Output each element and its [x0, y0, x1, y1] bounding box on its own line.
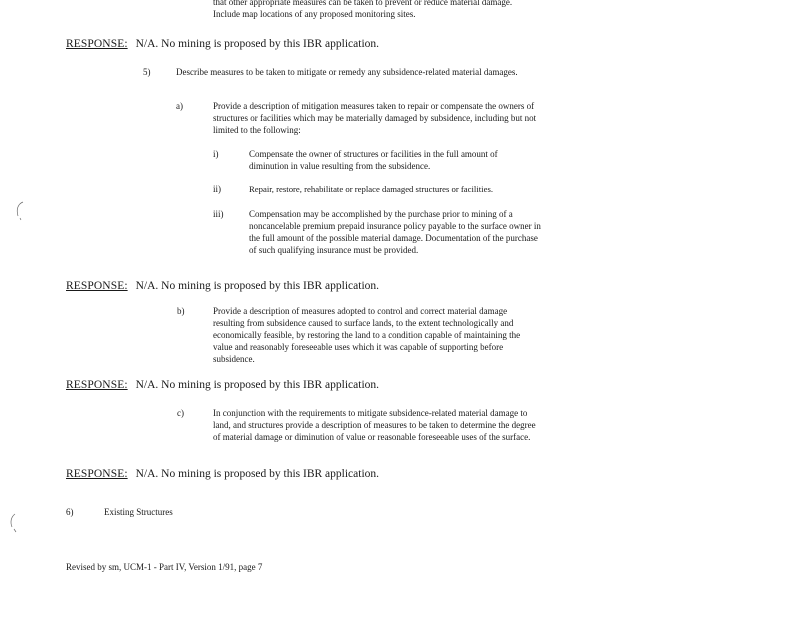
list-item-text: In conjunction with the requirements to mitigate subsidence-related material damage to land, and structures provide a description of measures to be taken to determine the degree of material damage or diminution of value or reasonable foreseeable uses of the surface. — [213, 408, 536, 442]
list-marker: i) — [213, 149, 219, 159]
response-text: N/A. No mining is proposed by this IBR application. — [135, 38, 380, 50]
list-item-text: Repair, restore, rehabilitate or replace damaged structures or facilities. — [249, 184, 493, 194]
response-label: RESPONSE: — [66, 468, 128, 480]
intro-paragraph: that other appropriate measures can be taken to prevent or reduce material damage. Include map locations of any proposed monitoring sites. — [213, 0, 513, 19]
list-item-text: Describe measures to be taken to mitigate or remedy any subsidence-related material damages. — [176, 67, 518, 77]
response-block — [66, 467, 379, 481]
response-label: RESPONSE: — [66, 280, 128, 292]
response-block — [66, 37, 379, 51]
list-item-text: Compensate the owner of structures or facilities in the full amount of diminution in value resulting from the subsidence. — [249, 149, 498, 171]
response-label: RESPONSE: — [66, 38, 128, 50]
section-heading: Existing Structures — [104, 507, 173, 517]
list-item-text: Provide a description of mitigation measures taken to repair or compensate the owners of structures or facilities which may be materially damaged by subsidence, including but not limited to the following: — [213, 101, 537, 135]
list-marker: ii) — [213, 184, 221, 194]
response-text: N/A. No mining is proposed by this IBR application. — [135, 379, 380, 391]
list-marker: c) — [177, 408, 184, 418]
response-label: RESPONSE: — [66, 379, 128, 391]
list-marker: b) — [177, 306, 185, 316]
scan-mark-icon — [8, 512, 18, 534]
list-marker: a) — [176, 101, 183, 111]
response-block — [66, 279, 379, 293]
response-text: N/A. No mining is proposed by this IBR application. — [135, 468, 380, 480]
scan-mark-icon — [14, 200, 24, 222]
list-marker: 6) — [66, 507, 74, 517]
response-text: N/A. No mining is proposed by this IBR application. — [135, 280, 380, 292]
list-item-text: Provide a description of measures adopted to control and correct material damage resulting from subsidence caused to surface lands, to the extent technologically and economically feasible, by restoring the land to a condition capable of maintaining the value and reasonably foreseeable uses which it was capable of supporting before subsidence. — [213, 306, 521, 364]
page-footer: Revised by sm, UCM-1 - Part IV, Version 1/91, page 7 — [66, 562, 263, 572]
list-item-text: Compensation may be accomplished by the purchase prior to mining of a noncancelable premium prepaid insurance policy payable to the surface owner in the full amount of the possible material damage. Documentation of the purchase of such qualifying insurance must be provided. — [249, 209, 541, 255]
list-marker: 5) — [143, 67, 151, 77]
list-marker: iii) — [213, 209, 224, 219]
response-block — [66, 378, 379, 392]
